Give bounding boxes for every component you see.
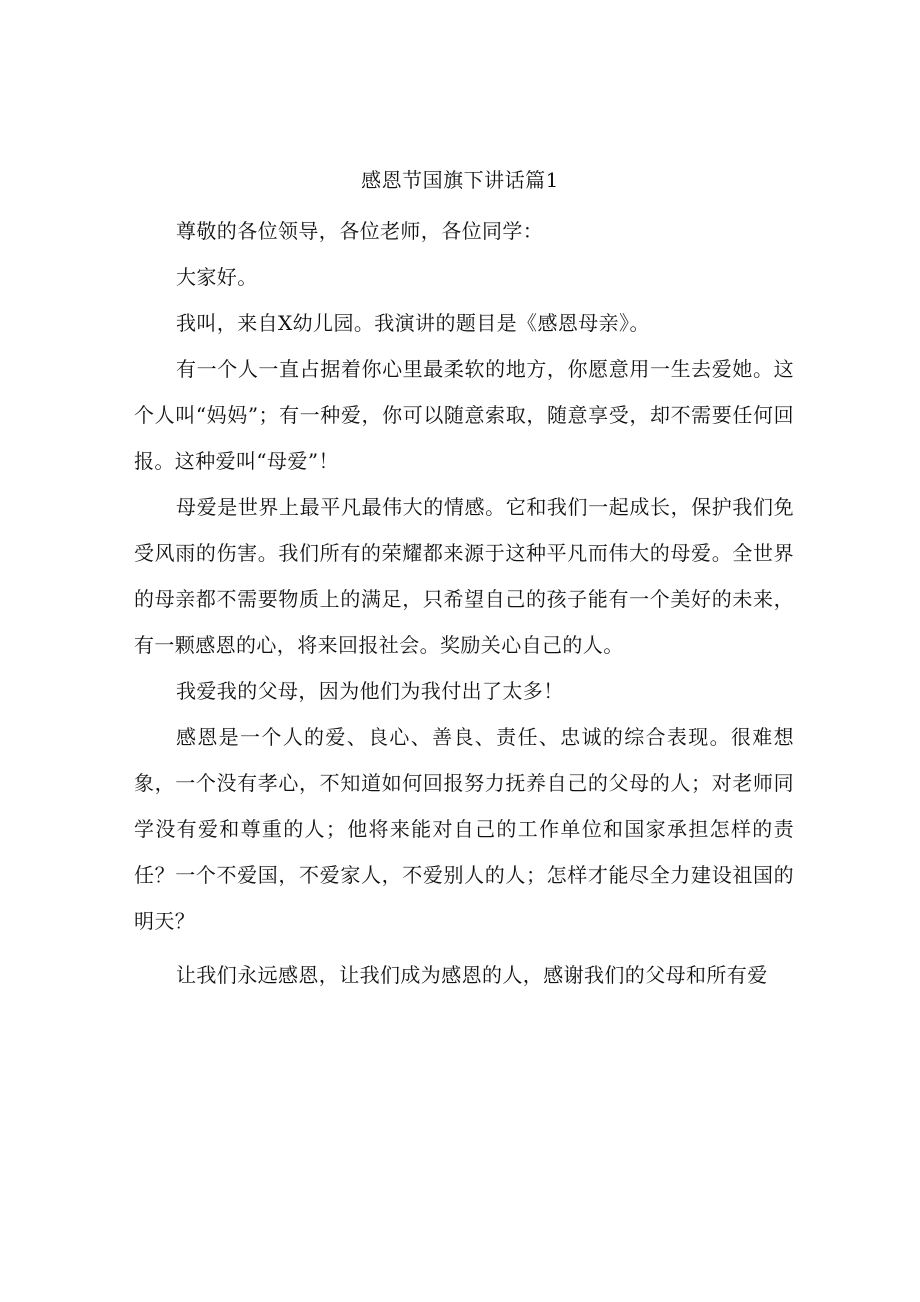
document-title: 感恩节国旗下讲话篇1	[361, 168, 559, 192]
paragraph-intro: 我叫，来自X幼儿园。我演讲的题目是《感恩母亲》。	[176, 311, 650, 335]
paragraph-love-parents: 我爱我的父母，因为他们为我付出了太多！	[176, 679, 564, 703]
paragraph-gratitude-meaning: 感恩是一个人的爱、良心、善良、责任、忠诚的综合表现。很难想象，一个没有孝心，不知道如何回报努力抚养自己的父母的人；对老师同学没有爱和尊重的人；他将来能对自己的工作单位和国家承担怎样的责任？一个不爱国，不爱家人，不爱别人的人；怎样才能尽全力建设祖国的明天？	[134, 725, 794, 933]
paragraph-greeting: 尊敬的各位领导，各位老师，各位同学：	[176, 219, 544, 243]
paragraph-closing: 让我们永远感恩，让我们成为感恩的人，感谢我们的父母和所有爱	[176, 963, 768, 987]
paragraph-mother-love: 有一个人一直占据着你心里最柔软的地方，你愿意用一生去爱她。这个人叫“妈妈”；有一种爱，你可以随意索取，随意享受，却不需要任何回报。这种爱叫“母爱”！	[134, 357, 794, 473]
paragraph-greatest-emotion: 母爱是世界上最平凡最伟大的情感。它和我们一起成长，保护我们免受风雨的伤害。我们所有的荣耀都来源于这种平凡而伟大的母爱。全世界的母亲都不需要物质上的满足，只希望自己的孩子能有一个美好的未来，有一颗感恩的心，将来回报社会。奖励关心自己的人。	[134, 495, 794, 657]
document-body	[134, 208, 794, 998]
paragraph-hello: 大家好。	[176, 265, 258, 289]
